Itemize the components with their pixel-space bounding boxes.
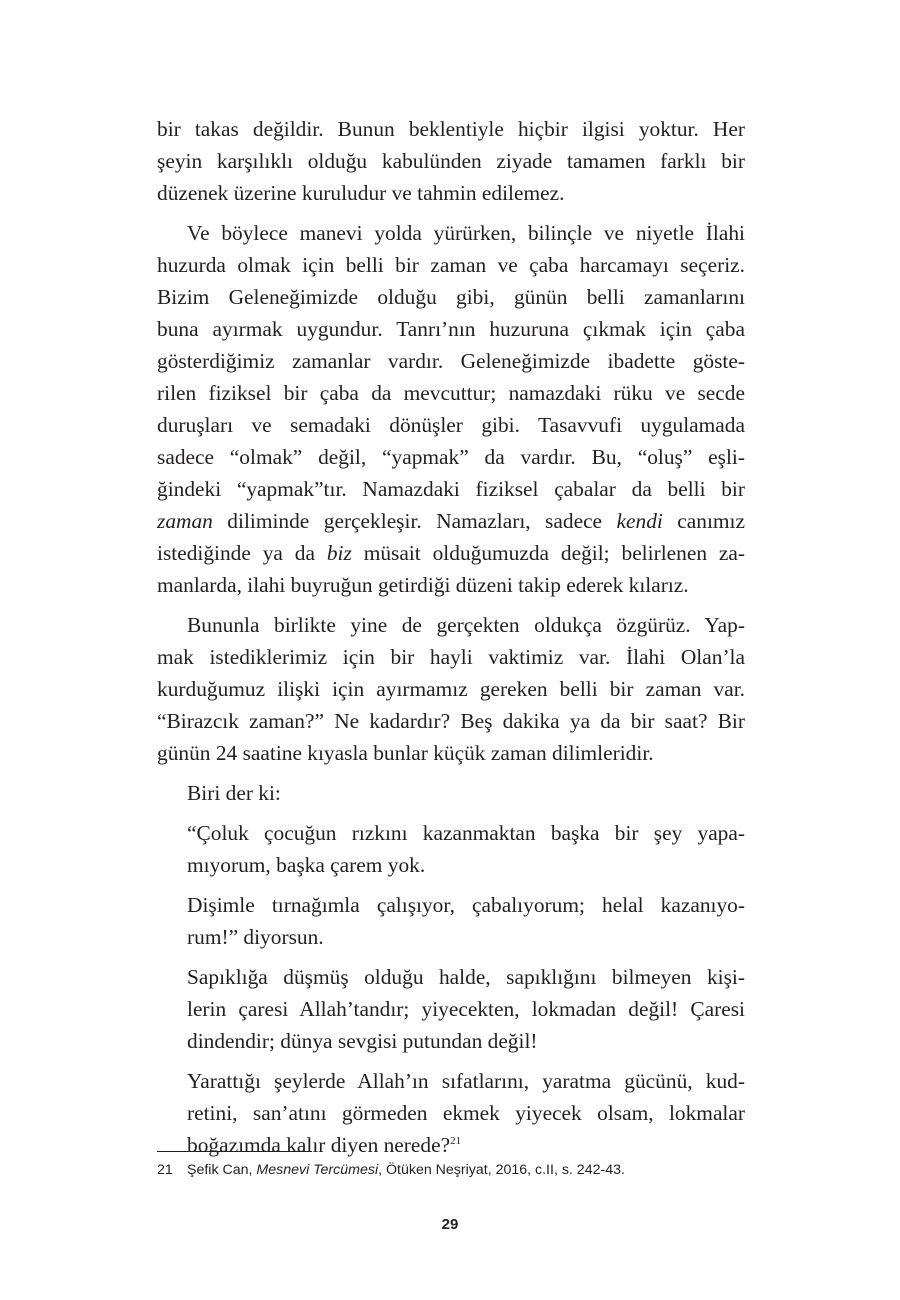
text-line: zaman diliminde gerçekleşir. Namazları, sadece kendi canımız bbox=[157, 509, 745, 533]
footnote-author: Şefik Can, bbox=[187, 1162, 257, 1178]
text-line: Dişimle tırnağımla çalışıyor, çabalıyorum; helal kazanıyo- bbox=[187, 893, 745, 917]
text-line: Biri der ki: bbox=[187, 781, 281, 805]
paragraph bbox=[157, 1065, 745, 1161]
text-line: manlarda, ilahi buyruğun getirdiği düzeni takip ederek kılarız. bbox=[157, 573, 689, 597]
text-line: huzurda olmak için belli bir zaman ve çaba harcamayı seçeriz. bbox=[157, 253, 745, 277]
text-line: buna ayırmak uygundur. Tanrı’nın huzuruna çıkmak için çaba bbox=[157, 317, 745, 341]
text-line: retini, san’atını görmeden ekmek yiyecek olsam, lokmalar bbox=[187, 1101, 745, 1125]
paragraph bbox=[157, 889, 745, 953]
text-line: Sapıklığa düşmüş olduğu halde, sapıklığını bilmeyen kişi- bbox=[187, 965, 745, 989]
footnote-reference: 21 bbox=[450, 1135, 462, 1147]
text-line: “Çoluk çocuğun rızkını kazanmaktan başka bir şey yapa- bbox=[187, 821, 745, 845]
text-line: mıyorum, başka çarem yok. bbox=[187, 853, 426, 877]
italic-word: biz bbox=[326, 541, 352, 565]
text-line: şeyin karşılıklı olduğu kabulünden ziyade tamamen farklı bir bbox=[157, 149, 745, 173]
text-line: mak istediklerimiz için bir hayli vaktimiz var. İlahi Olan’la bbox=[157, 645, 745, 669]
text-line: duruşları ve semadaki dönüşler gibi. Tasavvufi uygulamada bbox=[157, 413, 745, 437]
footnote-publication: , Ötüken Neşriyat, 2016, c.II, s. 242-43. bbox=[378, 1162, 625, 1178]
paragraph bbox=[157, 961, 745, 1057]
text-line: rum!” diyorsun. bbox=[187, 925, 324, 949]
footnote-number: 21 bbox=[157, 1162, 173, 1178]
text-line: rilen fiziksel bir çaba da mevcuttur; namazdaki rüku ve secde bbox=[157, 381, 745, 405]
paragraph bbox=[157, 113, 745, 209]
text-line: Yarattığı şeylerde Allah’ın sıfatlarını, yaratma gücünü, kud- bbox=[187, 1069, 745, 1093]
text-line: Ve böylece manevi yolda yürürken, bilinçle ve niyetle İlahi bbox=[187, 221, 745, 245]
text-line: ğindeki “yapmak”tır. Namazdaki fiziksel çabalar da belli bir bbox=[157, 477, 745, 501]
page-body bbox=[157, 113, 745, 1169]
paragraph bbox=[157, 817, 745, 881]
text-line: Bizim Geleneğimizde olduğu gibi, günün belli zamanlarını bbox=[157, 285, 745, 309]
footnote-separator bbox=[157, 1151, 312, 1152]
italic-word: zaman bbox=[157, 509, 213, 533]
footnote bbox=[157, 1160, 625, 1180]
italic-word: kendi bbox=[616, 509, 663, 533]
main-text bbox=[157, 113, 745, 1161]
text-line: kurduğumuz ilişki için ayırmamız gereken belli bir zaman var. bbox=[157, 677, 745, 701]
text-line: bir takas değildir. Bunun beklentiyle hiçbir ilgisi yoktur. Her bbox=[157, 117, 745, 141]
paragraph bbox=[157, 609, 745, 769]
text-line: günün 24 saatine kıyasla bunlar küçük zaman dilimleridir. bbox=[157, 741, 654, 765]
paragraph bbox=[157, 217, 745, 601]
footnote-book-title: Mesnevi Tercümesi bbox=[256, 1162, 379, 1178]
text-line: Bununla birlikte yine de gerçekten oldukça özgürüz. Yap- bbox=[187, 613, 745, 637]
text-line: lerin çaresi Allah’tandır; yiyecekten, lokmadan değil! Çaresi bbox=[187, 997, 745, 1021]
text-line: gösterdiğimiz zamanlar vardır. Geleneğimizde ibadette göste- bbox=[157, 349, 745, 373]
text-line: dindendir; dünya sevgisi putundan değil! bbox=[187, 1029, 538, 1053]
text-line: boğazımda kalır diyen nerede?$^{21}$ bbox=[187, 1133, 462, 1157]
text-line: sadece “olmak” değil, “yapmak” da vardır. Bu, “oluş” eşli- bbox=[157, 445, 745, 469]
text-line: düzenek üzerine kuruludur ve tahmin edilemez. bbox=[157, 181, 565, 205]
paragraph bbox=[157, 777, 745, 809]
page-number: 29 bbox=[441, 1216, 459, 1233]
text-line: istediğinde ya da biz müsait olduğumuzda değil; belirlenen za- bbox=[157, 541, 745, 565]
text-line: “Birazcık zaman?” Ne kadardır? Beş dakika ya da bir saat? Bir bbox=[157, 709, 745, 733]
